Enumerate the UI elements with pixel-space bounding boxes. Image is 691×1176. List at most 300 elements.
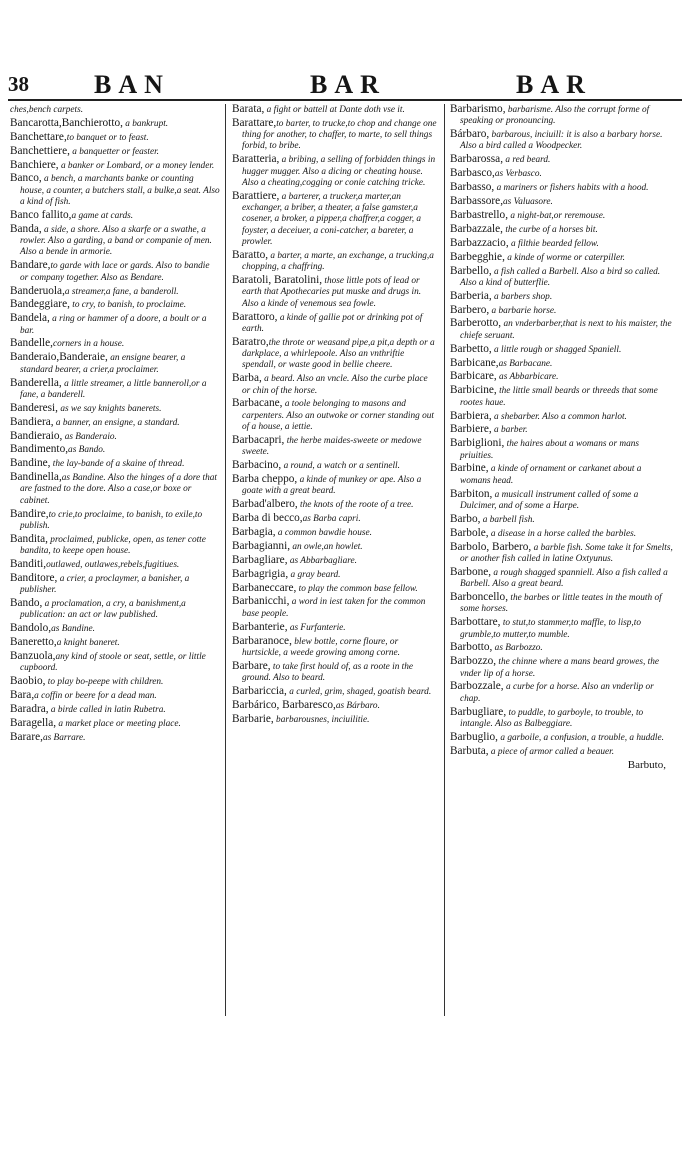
definition: a disease in a horse called the barbles. [488,528,637,539]
dictionary-entry [10,313,220,337]
definition: outlawed, outlawes,rebels,fugitiues. [46,560,180,571]
definition: a word in iest taken for the common base people. [242,597,426,619]
headword: Bara, [10,689,35,702]
dictionary-entry [10,431,220,443]
dictionary-entry [10,598,220,622]
definition: to stut,to stammer,to maffle, to lisp,to grumble,to mutter,to mumble. [460,618,641,640]
page-number: 38 [8,72,29,96]
definition: any kind of stoole or seat, settle, or little cupboord. [20,652,206,674]
headword: Barattiere, [232,189,280,202]
headword: Barbuta, [450,744,489,757]
dictionary-entry [232,686,438,698]
dictionary-entry [450,196,674,208]
headword: Barbugliare, [450,705,507,718]
headword: Banderella, [10,376,62,389]
dictionary-entry [450,438,674,462]
dictionary-entry [10,637,220,649]
column-3 [450,104,674,1016]
header-middle: BAR [310,70,386,99]
headword: Barbacapri, [232,433,285,446]
headword: Bárbaro, [450,128,490,141]
definition: the lay-bande of a skaine of thread. [50,459,185,470]
headword: Barbaneccare, [232,581,297,594]
definition: a beard. Also an vncle. Also the curbe place or chin of the horse. [242,374,428,396]
dictionary-entry [232,154,438,189]
definition: a barbarie horse. [489,305,557,316]
headword: Baratoli, Baratolini, [232,274,323,287]
dictionary-entry [232,714,438,726]
dictionary-entry [232,661,438,685]
headword: Barbasco, [450,167,495,180]
dictionary-entry [10,417,220,429]
headword: Bandieraio, [10,429,63,442]
header-right: BAR [516,70,592,99]
headword: Bandiera, [10,415,54,428]
dictionary-entry [450,385,674,409]
dictionary-entry [10,299,220,311]
dictionary-entry [450,305,674,317]
definition: a bankrupt. [122,118,169,129]
dictionary-entry [450,732,674,744]
headword: Banchettiere, [10,144,70,157]
definition: those little pots of lead or earth that Apothecaries put muske and drugs in. Also a kinde of venemous sea fowle. [242,276,422,309]
dictionary-entry [10,338,220,350]
dictionary-entry [450,252,674,264]
headword: Baobio, [10,675,46,688]
definition: as Valuasore. [503,197,553,208]
definition: a musicall instrument called of some a Dulcimer, and of some a Harpe. [460,489,639,511]
headword: Barbarismo, [450,104,506,115]
definition: an vnderbarber,that is next to his maister, the chiefe seruant. [460,319,672,341]
definition: the little small beards or threeds that some rootes haue. [460,386,658,408]
headword: Barbastrello, [450,208,509,221]
dictionary-entry [10,690,220,702]
headword: Barbiere, [450,423,492,436]
headword: Bandimento, [10,443,69,456]
definition: a little streamer, a little banneroll,or a fane, a banderell. [20,378,207,400]
definition: a kinde of worme or caterpiller. [504,252,625,263]
definition: as Bandine. [51,624,96,635]
definition: as Bandine. Also the hinges of a dore that are fastned to the dore. Also a case,or boxe or cabinet. [20,473,217,506]
headword: Barbero, [450,303,490,316]
headword: Barbarossa, [450,153,504,166]
definition: to crie,to proclaime, to banish, to exile,to publish. [20,509,203,531]
definition: a kinde of ornament or carkanet about a womans head. [460,464,642,486]
headword: Barbagianni, [232,539,291,552]
headword: Barbuglio, [450,730,499,743]
dictionary-page [8,68,682,1018]
dictionary-entry [232,622,438,634]
definition: as Furfanterie. [287,622,346,633]
dictionary-entry [232,373,438,397]
dictionary-entry [232,398,438,433]
definition: a banner, an ensigne, a standard. [53,417,180,428]
headword: Baratto, [232,248,269,261]
catchword: Barbuto, [627,759,666,772]
definition: a barber. [491,425,528,436]
definition: barbarous, inciuill: it is also a barbary horse. Also a bird called a Woodpecker. [460,130,663,152]
dictionary-entry [10,704,220,716]
headword: Barba di becco, [232,512,303,525]
headword: Barbiera, [450,409,492,422]
headword: Barata, [232,104,265,115]
dictionary-entry [10,559,220,571]
headword: Bandela, [10,312,50,325]
headword: Barbottare, [450,616,501,629]
definition: ches,bench carpets. [10,105,84,115]
dictionary-entry [10,718,220,730]
definition: as Barbacane. [498,358,553,369]
dictionary-entry [232,527,438,539]
definition: a crier, a proclaymer, a banisher, a publisher. [20,573,190,596]
definition: corners in a house. [52,339,125,350]
dictionary-entry [450,424,674,436]
headword: Barbassore, [450,195,504,208]
columns [8,104,682,1016]
headword: Barbozzo, [450,655,497,668]
definition: a banquetter or feaster. [69,146,159,157]
definition: a fight or battell at Dante doth vse it. [264,105,405,115]
headword: Bandire, [10,507,49,520]
headword: Barattoro, [232,310,278,323]
headword: Bando, [10,597,43,610]
definition: to take first hould of, as a roote in the ground. Also to beard. [242,661,414,684]
header-left: BAN [94,70,170,99]
definition: the chinne where a mans beard growes, the vnder lip of a horse. [460,657,660,679]
headword: Barbole, [450,526,489,539]
definition: barbarisme. Also the corrupt forme of speaking or pronouncing. [460,105,650,127]
headword: Baradra, [10,703,49,716]
definition: blew bottle, corne floure, or hurtsickle, a weede growing among corne. [242,636,400,658]
headword: Barare, [10,730,43,743]
dictionary-entry [450,154,674,166]
headword: Banda, [10,222,42,235]
headword: Baratteria, [232,153,280,166]
dictionary-entry [10,623,220,635]
definition: a bribing, a selling of forbidden things in hugger mugger. Also a dicing or cheating house. Also a cheating,cogging or conie catching tricke. [242,155,436,188]
definition: to garde with lace or gards. Also to bandie or company together. Also as Bendare. [20,261,210,283]
definition: a shebarber. Also a common harlot. [491,411,627,422]
headword: Barbárico, Barbaresco, [232,698,336,711]
headword: Barbolo, Barbero, [450,540,532,553]
dictionary-entry [10,509,220,533]
dictionary-entry [450,210,674,222]
headword: Barbine, [450,462,489,475]
dictionary-entry [10,573,220,597]
definition: as Abbarbicare. [496,372,559,383]
dictionary-entry [232,555,438,567]
dictionary-entry [232,118,438,153]
dictionary-entry [10,224,220,259]
headword: Banditore, [10,571,58,584]
definition: a filthie bearded fellow. [508,238,599,249]
definition: a streamer,a fane, a banderoll. [64,286,179,297]
definition: a gray beard. [288,569,341,580]
dictionary-entry [232,636,438,660]
definition: as Verbasco. [494,169,542,180]
dictionary-entry [450,528,674,540]
dictionary-entry [10,260,220,284]
dictionary-entry [450,318,674,342]
headword: Bandeggiare, [10,298,70,311]
headword: Barbariccia, [232,684,287,697]
headword: Baratro, [232,335,269,348]
definition: a barter, a marte, an exchange, a trucking,a chopping, a chaffring. [242,250,434,273]
headword: Barbagliare, [232,553,288,566]
definition: a kinde of munkey or ape. Also a goate with a great beard. [242,475,422,497]
headword: Banchiere, [10,158,59,171]
headword: Barbazzacio, [450,236,509,249]
definition: a common bawdie house. [275,528,372,538]
dictionary-entry [10,118,220,130]
headword: Barberia, [450,289,492,302]
definition: a mariners or fishers habits with a hood. [494,183,649,194]
definition: the herbe maides-sweete or medowe sweete. [242,435,422,458]
dictionary-entry [450,642,674,654]
definition: as Bárbaro. [335,700,380,711]
definition: an owle,an howlet. [290,541,363,552]
column-1 [10,104,220,1016]
definition: a market place or meeting place. [56,718,181,729]
headword: Barbanicchi, [232,595,290,608]
headword: Barbello, [450,264,492,277]
definition: a curled, grim, shaged, goatish beard. [286,686,432,697]
definition: a curbe for a horse. Also an vnderlip or chap. [460,682,654,704]
definition: a piece of armor called a beauer. [488,746,615,757]
definition: to play bo-peepe with children. [45,677,164,688]
dictionary-entry [232,596,438,620]
definition: a game at cards. [71,210,134,221]
dictionary-entry [450,238,674,250]
dictionary-entry [10,104,220,116]
dictionary-entry [450,104,674,128]
definition: a rough shagged spanniell. Also a fish called a Barbell. Also a great beard. [460,567,668,590]
definition: a red beard. [503,155,551,166]
column-2 [232,104,438,1016]
dictionary-entry [450,489,674,513]
definition: a barble fish. Some take it for Smelts, or another fish called in latine Oxtyunus. [460,542,673,564]
definition: a garboile, a confusion, a trouble, a huddle. [498,732,664,743]
definition: a banker or Lombard, or a money lender. [58,160,215,171]
dictionary-entry [450,542,674,566]
headword: Barbiglioni, [450,437,505,450]
definition: a knight baneret. [56,638,120,649]
definition: a barbers shop. [491,291,553,302]
headword: Banderaio,Banderaie, [10,351,108,364]
headword: Bandelle, [10,337,53,350]
dictionary-entry [450,617,674,641]
headword: Barbicine, [450,384,497,397]
dictionary-entry [10,146,220,158]
headword: Barbazzale, [450,222,503,235]
dictionary-entry [10,472,220,507]
dictionary-entry [450,182,674,194]
dictionary-entry [450,592,674,616]
definition: to cry, to banish, to proclaime. [69,300,187,311]
headword: Barattare, [232,116,277,129]
dictionary-entry [450,681,674,705]
headword: Barbicare, [450,370,497,383]
definition: as Barba capri. [302,514,361,525]
dictionary-entry [450,129,674,153]
headword: Barbanterie, [232,620,288,633]
definition: as we say knights banerets. [58,403,162,414]
dictionary-entry [232,700,438,712]
definition: the throte or weasand pipe,a pit,a depth or a darkplace, a whirlepoole. Also an vnthriftie spendall, or waste good in bellie cheere. [242,337,435,371]
dictionary-entry [232,583,438,595]
dictionary-entry [450,224,674,236]
headword: Barbare, [232,659,271,672]
dictionary-entry [10,534,220,558]
dictionary-entry [232,275,438,310]
dictionary-entry [450,411,674,423]
headword: Bandita, [10,532,48,545]
headword: Barbetto, [450,342,492,355]
definition: a barterer, a trucker,a marter,an exchanger, a briber, a theater, a false gamster,a cosener, a broker, a pipper,a chaffrer,a cogger, a foyster, a deceiuer, a coni-catcher, a bareter, a prowler. [242,191,422,248]
definition: a kinde of gallie pot or drinking pot of earth. [242,312,423,334]
definition: a coffin or beere for a dead man. [34,691,157,702]
headword: Banditi, [10,558,47,571]
headword: Barbaranoce, [232,634,292,647]
definition: the barbes or little teates in the mouth of some horses. [460,593,662,615]
dictionary-entry [10,732,220,744]
dictionary-entry [450,746,674,758]
definition: as Barrare. [42,732,86,743]
headword: Banco fallito, [10,208,72,221]
dictionary-entry [232,513,438,525]
definition: to banquet or to feast. [66,132,149,143]
dictionary-entry [450,371,674,383]
headword: Barbo, [450,512,481,525]
headword: Barbacino, [232,459,282,472]
dictionary-entry [450,266,674,290]
dictionary-entry [10,352,220,376]
definition: a fish called a Barbell. Also a bird so called. Also a kind of butterflie. [460,266,661,288]
dictionary-entry [10,378,220,402]
headword: Bancarotta,Banchierotto, [10,116,123,129]
dictionary-entry [10,132,220,144]
dictionary-entry [450,358,674,370]
definition: a birde called in latin Rubetra. [48,705,166,716]
dictionary-entry [10,676,220,688]
headword: Barbasso, [450,181,495,194]
dictionary-entry [450,463,674,487]
headword: Barba, [232,372,262,385]
dictionary-entry [10,286,220,298]
headword: Banderuola, [10,284,65,297]
dictionary-entry [232,191,438,248]
dictionary-entry [232,569,438,581]
dictionary-entry [10,403,220,415]
headword: Barbagrigia, [232,567,289,580]
dictionary-entry [450,567,674,591]
dictionary-entry [10,210,220,222]
headword: Barbozzale, [450,680,504,693]
headword: Banzuola, [10,650,56,663]
dictionary-entry [450,656,674,680]
definition: as Barbozzo. [492,643,543,654]
definition: as Abbarbagliare. [287,555,357,566]
definition: a proclamation, a cry, a banishment,a publication: an act or law published. [20,599,186,621]
headword: Barbarie, [232,712,274,725]
headword: Barbiton, [450,487,493,500]
definition: a little rough or shagged Spaniell. [491,344,622,355]
definition: the haires about a womans or mans priuities. [460,439,640,461]
dictionary-entry [10,160,220,172]
headword: Barberotto, [450,317,502,330]
column-divider [444,104,445,1016]
definition: as Bando. [68,445,106,456]
dictionary-entry [450,707,674,731]
definition: as Banderaio. [62,431,117,442]
headword: Barba cheppo, [232,473,298,486]
dictionary-entry [450,291,674,303]
definition: the curbe of a horses bit. [503,224,598,235]
headword: Barboncello, [450,591,509,604]
headword: Bandine, [10,457,51,470]
running-header [8,68,682,98]
dictionary-entry [450,168,674,180]
headword: Banchettare, [10,130,67,143]
headword: Bandare, [10,259,51,272]
column-divider [225,104,226,1016]
definition: a night-bat,or reremouse. [508,210,606,221]
dictionary-entry [232,460,438,472]
dictionary-entry [232,104,438,116]
dictionary-entry [232,474,438,498]
dictionary-entry [232,312,438,336]
dictionary-entry [232,499,438,511]
headword: Barbicane, [450,356,499,369]
headword: Barbotto, [450,641,493,654]
definition: to puddle, to garboyle, to trouble, to intangle. Also as Balbeggiare. [460,707,644,729]
definition: a ring or hammer of a doore, a boult or a bar. [20,314,207,336]
headword: Bandolo, [10,622,52,635]
definition: a barbell fish. [480,514,535,525]
dictionary-entry [10,458,220,470]
headword: Barbone, [450,565,492,578]
headword: Barbagia, [232,526,276,538]
dictionary-entry [450,514,674,526]
dictionary-entry [232,541,438,553]
dictionary-entry [10,444,220,456]
definition: a toole belonging to masons and carpenters. Also an outwoke or corner standing out of a house, a iettie. [242,399,434,433]
definition: barbarousnes, inciuilitie. [273,714,370,725]
dictionary-entry [232,250,438,274]
dictionary-entry [10,173,220,208]
headword: Barbacane, [232,397,283,410]
headword: Banderesi, [10,401,58,414]
headword: Baneretto, [10,636,57,649]
definition: to play the common base fellow. [296,583,418,594]
definition: proclaimed, publicke, open, as tener cotte bandita, to keepe open house. [20,534,206,557]
definition: a bench, a marchants banke or counting house, a counter, a butchers stall, a bulke,a seat. Also a kind of fish. [20,174,220,208]
headword: Bandinella, [10,471,62,484]
definition: a side, a shore. Also a skarfe or a swathe, a rowler. Also a garding, a band or companie of men. Also a bende in armorie. [20,224,212,258]
dictionary-entry [10,651,220,675]
definition: an ensigne bearer, a standard bearer, a crier,a proclaimer. [20,353,186,375]
definition: the knots of the roote of a tree. [297,500,414,511]
dictionary-entry [232,337,438,372]
headword: Barbad'albero, [232,498,298,511]
dictionary-entry [232,435,438,459]
headword: Banco, [10,172,42,185]
definition: a round, a watch or a sentinell. [281,461,400,472]
definition: to barter, to trucke,to chop and change one thing for another, to chaffer, to marte, to sell things forbid, to bribe. [242,118,437,152]
headword: Barbegghie, [450,250,505,263]
headword: Baragella, [10,716,57,729]
dictionary-entry [450,344,674,356]
